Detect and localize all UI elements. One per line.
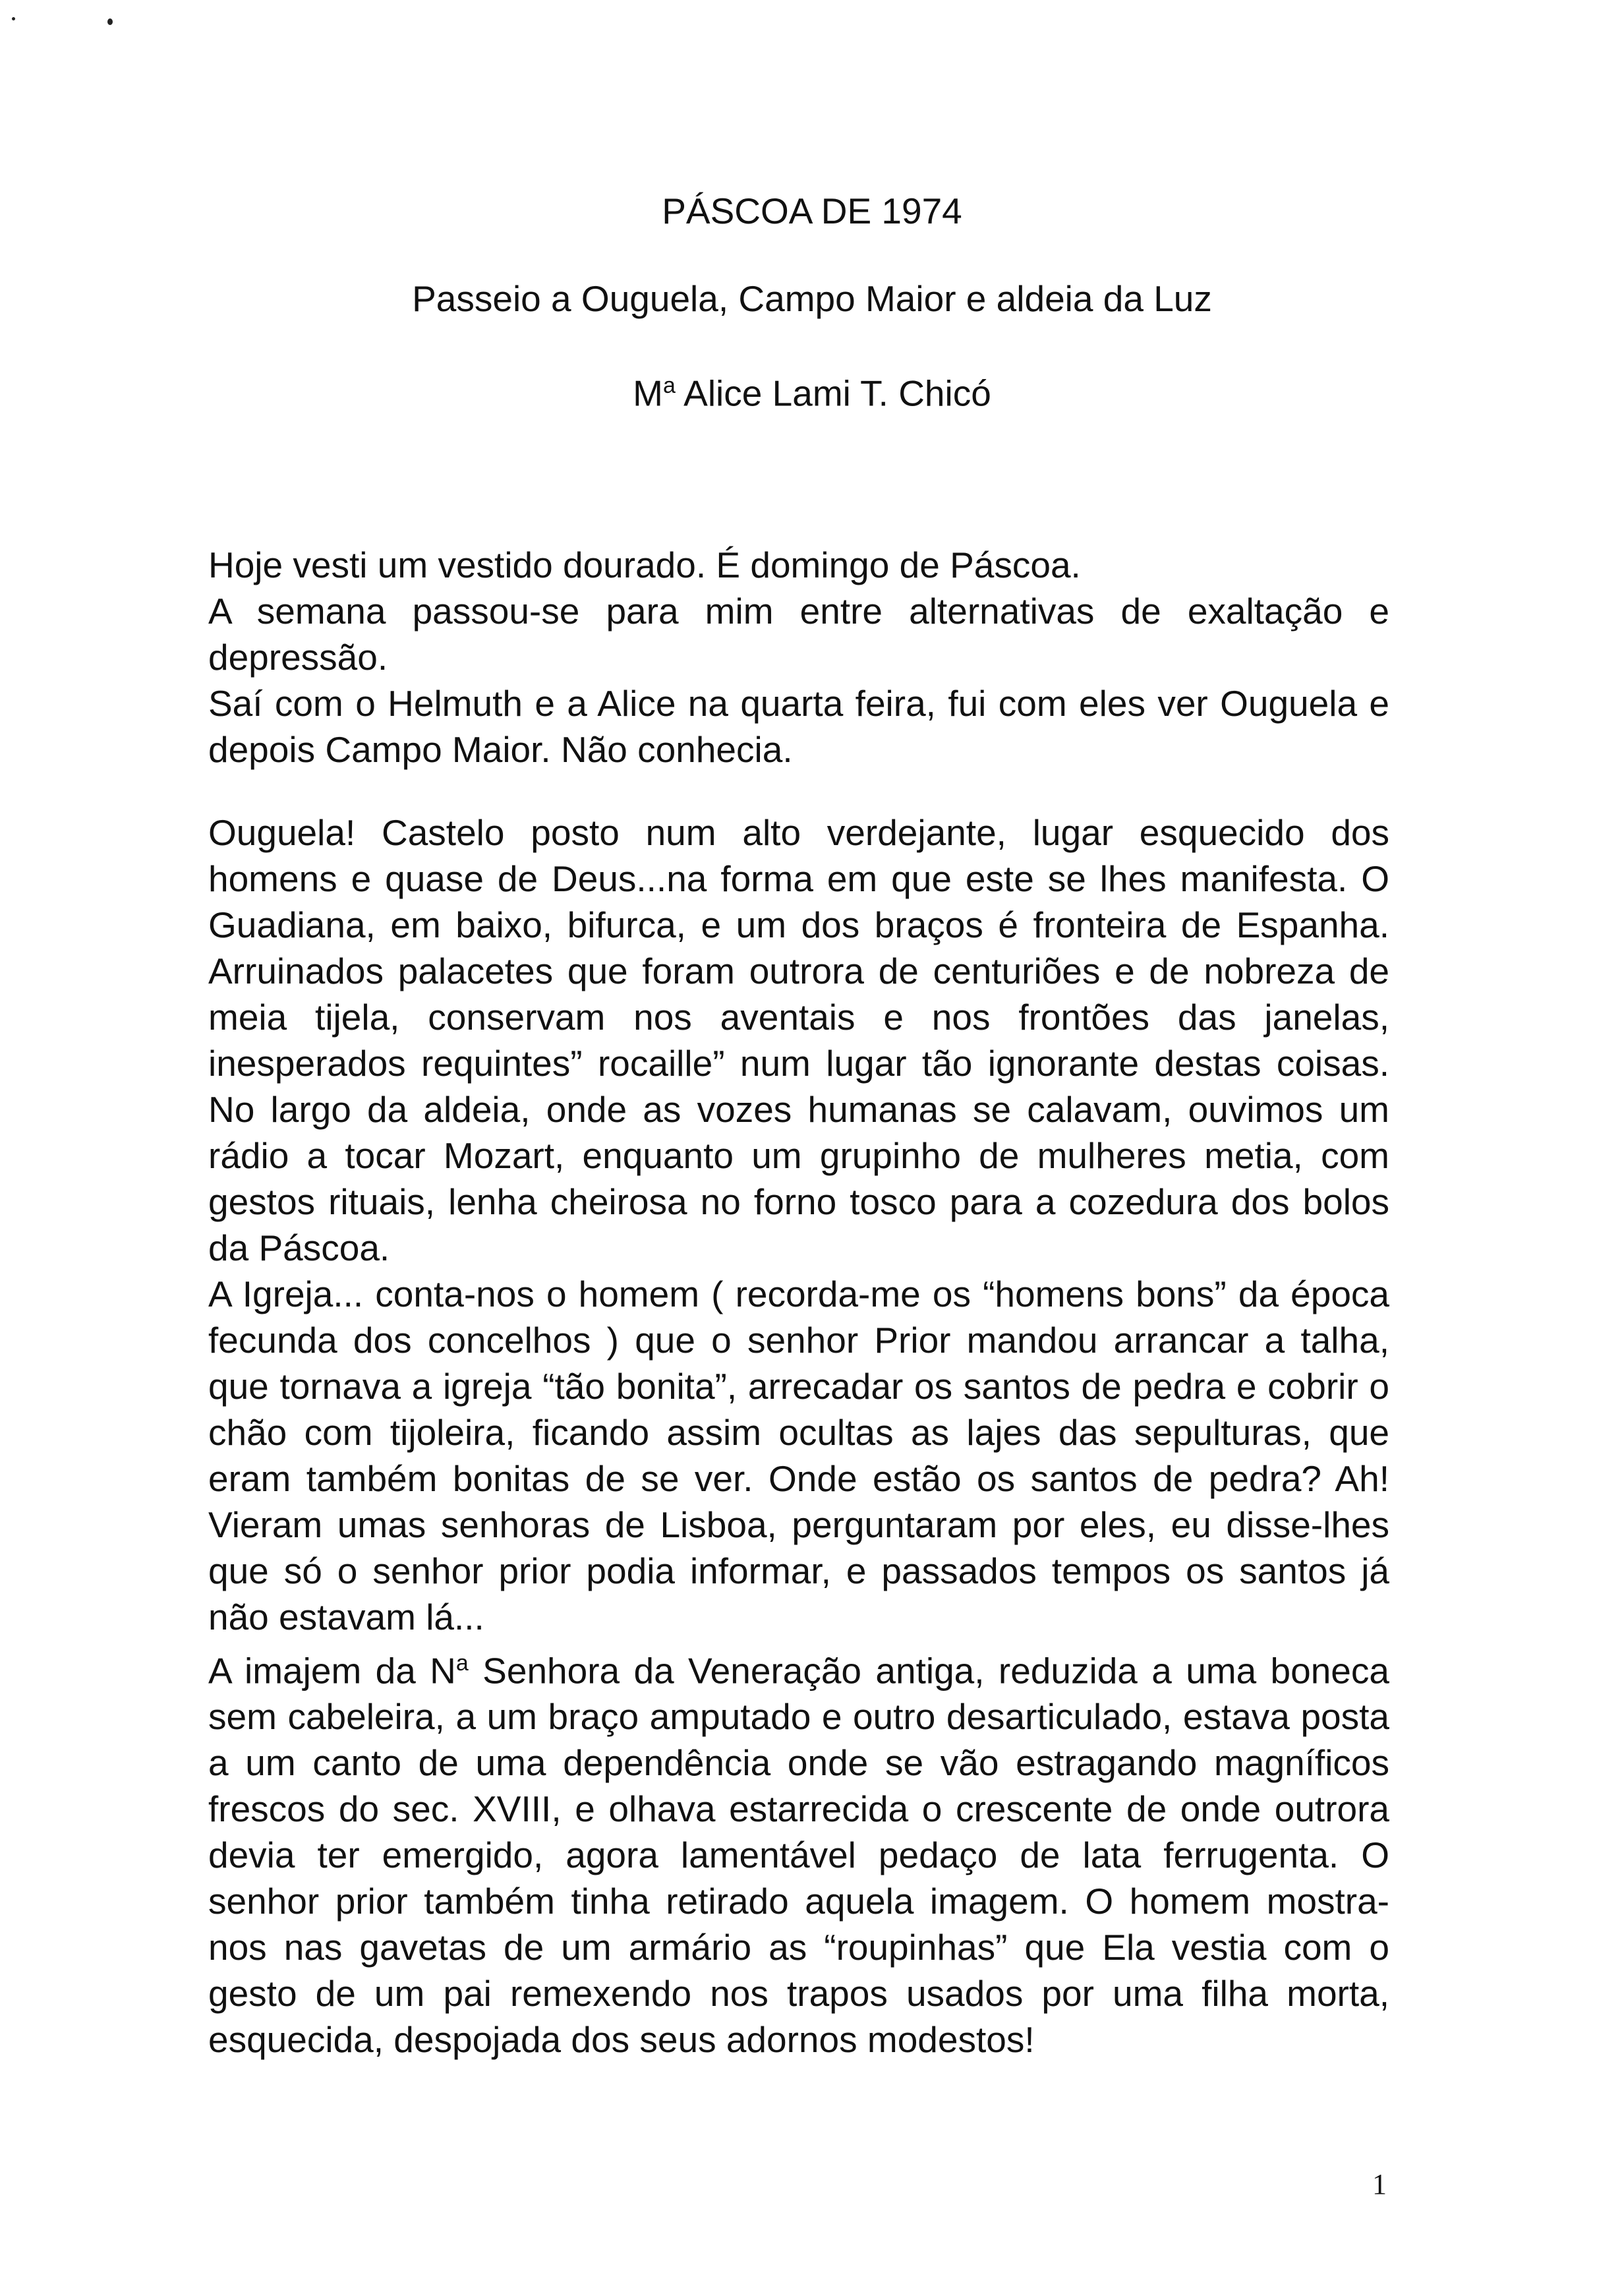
document-subtitle: Passeio a Ouguela, Campo Maior e aldeia da Luz <box>412 278 1212 319</box>
document-title: PÁSCOA DE 1974 <box>662 191 962 231</box>
author-line <box>0 365 1624 414</box>
body-block <box>208 809 1389 2063</box>
scan-speck <box>12 17 15 20</box>
text-fragment: Senhora da Veneração antiga, reduzida a uma boneca sem cabeleira, a um braço amputado e outro desarticulado, estava posta a um canto de uma dependência onde se vão estragando magníficos frescos do sec. XVIII, e olhava estarrecida o crescente de onde outrora devia ter emergido, agora lamentável pedaço de lata ferrugenta. O senhor prior também tinha retirado aquela imagem. O homem mostra-nos nas gavetas de um armário as “roupinhas” que Ela vestia com o gesto de um pai remexendo nos trapos usados por uma filha morta, esquecida, despojada dos seus adornos modestos! <box>208 1650 1389 2061</box>
paragraph: Hoje vesti um vestido dourado. É domingo de Páscoa. <box>208 544 1081 585</box>
paragraph <box>208 1640 1389 2063</box>
text-fragment: A imajem da N <box>208 1650 456 1691</box>
scan-speck <box>107 18 113 25</box>
paragraph: A semana passou-se para mim entre alternativas de exaltação e depressão. <box>208 591 1389 678</box>
superscript: a <box>455 1651 469 1676</box>
paragraph: Saí com o Helmuth e a Alice na quarta feira, fui com eles ver Ouguela e depois Campo Maior. Não conhecia. <box>208 683 1389 770</box>
author-superscript: a <box>662 373 676 398</box>
author-prefix: M <box>633 372 663 414</box>
page-number: 1 <box>1372 2168 1387 2200</box>
paragraph: Ouguela! Castelo posto num alto verdejante, lugar esquecido dos homens e quase de Deus...na forma em que este se lhes manifesta. O Guadiana, em baixo, bifurca, e um dos braços é fronteira de Espanha. Arruinados palacetes que foram outrora de centuriões e de nobreza de meia tijela, conservam nos aventais e nos frontões das janelas, inesperados requintes” rocaille” num lugar tão ignorante destas coisas. No largo da aldeia, onde as vozes humanas se calavam, ouvimos um rádio a tocar Mozart, enquanto um grupinho de mulheres metia, com gestos rituais, lenha cheirosa no forno tosco para a cozedura dos bolos da Páscoa. <box>208 812 1389 1268</box>
body-block <box>208 542 1389 773</box>
paragraph: A Igreja... conta-nos o homem ( recorda-me os “homens bons” da época fecunda dos concelhos ) que o senhor Prior mandou arrancar a talha, que tornava a igreja “tão bonita”, arrecadar os santos de pedra e cobrir o chão com tijoleira, ficando assim ocultas as lajes das sepulturas, que eram também bonitas de se ver. Onde estão os santos de pedra? Ah! Vieram umas senhoras de Lisboa, perguntaram por eles, eu disse-lhes que só o senhor prior podia informar, e passados tempos os santos já não estavam lá... <box>208 1274 1389 1637</box>
author-name: Alice Lami T. Chicó <box>675 372 991 414</box>
